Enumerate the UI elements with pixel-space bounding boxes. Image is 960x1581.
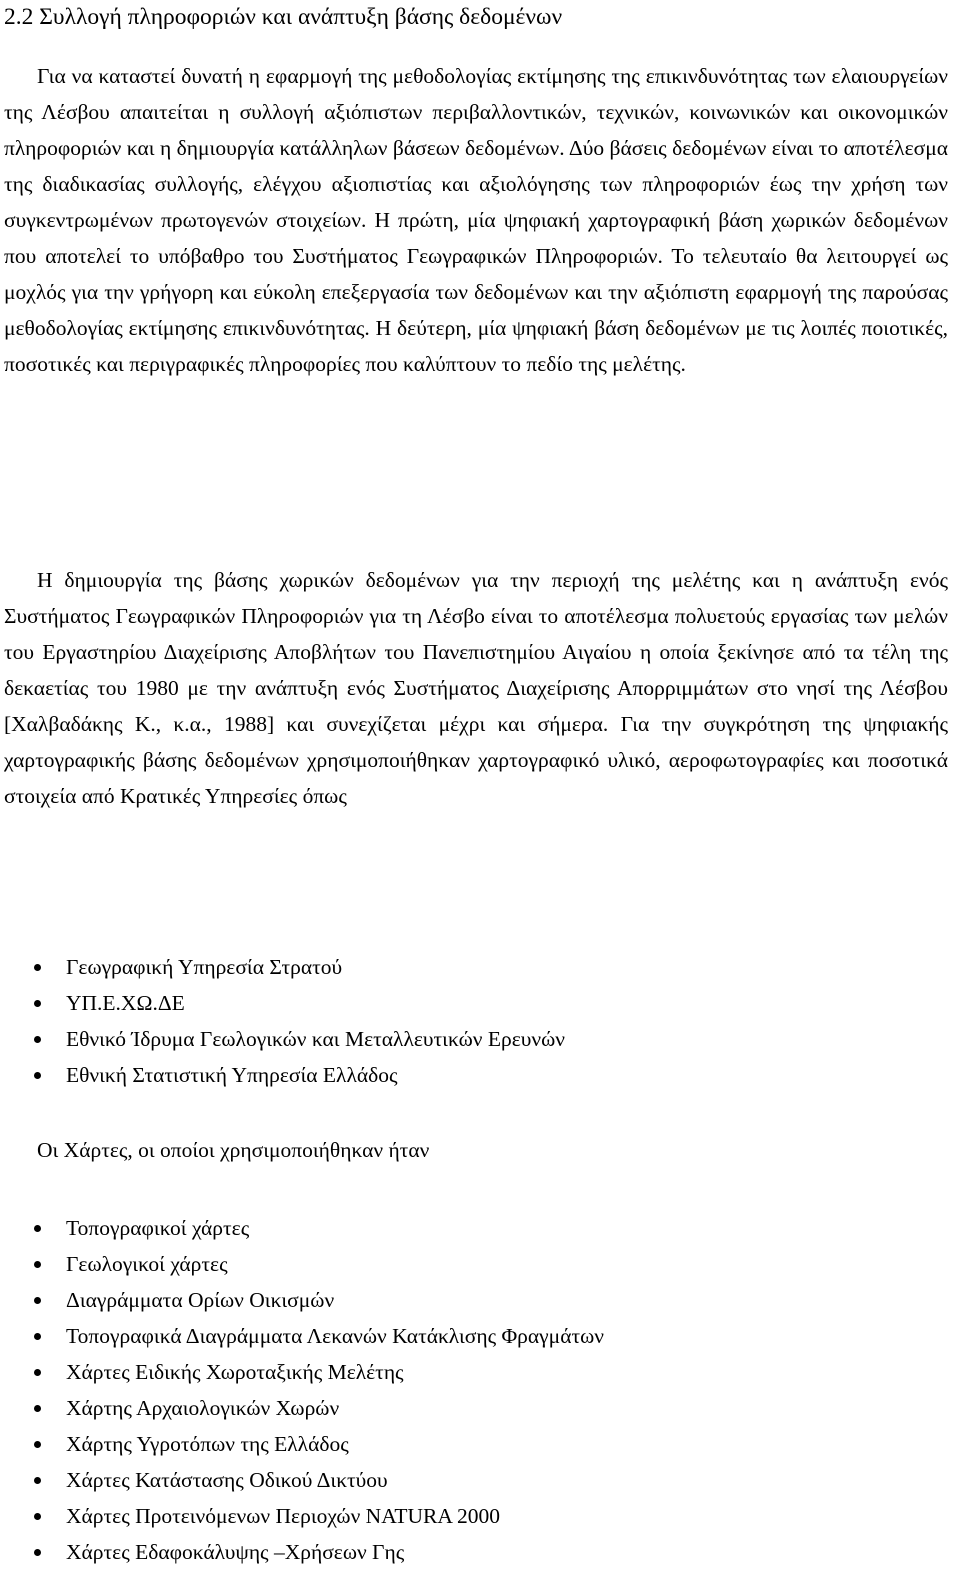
paragraph-gis-development: Η δημιουργία της βάσης χωρικών δεδομένων για την περιοχή της μελέτης και η ανάπτυξη ενός Συστήματος Γεωγραφικών Πληροφοριών για τη Λέσβο είναι το αποτέλεσμα πολυετούς εργασίας των μελών του Εργαστηρίου Διαχείρισης Αποβλήτων του Πανεπιστημίου Αιγαίου η οποία ξεκίνησε από τα τέλη της δεκαετίας του 1980 με την ανάπτυξη ενός Συστήματος Διαχείρισης Απορριμμάτων στο νησί της Λέσβου [Χαλβαδάκης Κ., κ.α., 1988] και συνεχίζεται μέχρι και σήμερα. Για την συγκρότηση της ψηφιακής χαρτογραφικής βάσης δεδομένων χρησιμοποιήθηκαν χαρτογραφικό υλικό, αεροφωτογραφίες και ποσοτικά στοιχεία από Κρατικές Υπηρεσίες όπως	[4, 568, 948, 808]
bullet-icon	[34, 1333, 41, 1340]
list-item	[0, 1246, 940, 1282]
list-item-text: Εθνική Στατιστική Υπηρεσία Ελλάδος	[66, 1063, 398, 1087]
list-item	[0, 1282, 940, 1318]
list-item-text: Γεωλογικοί χάρτες	[66, 1252, 228, 1276]
list-item-text: Τοπογραφικοί χάρτες	[66, 1216, 250, 1240]
list-item	[0, 1498, 940, 1534]
bullet-icon	[34, 1477, 41, 1484]
list-item	[0, 1021, 940, 1057]
bullet-icon	[34, 1369, 41, 1376]
list-item	[0, 1057, 940, 1093]
list-item	[0, 1462, 940, 1498]
maps-list	[0, 1210, 940, 1570]
list-item-text: Χάρτες Προτεινόμενων Περιοχών NATURA 2000	[66, 1504, 501, 1528]
agencies-list	[0, 949, 940, 1093]
list-item-text: Τοπογραφικά Διαγράμματα Λεκανών Κατάκλισης Φραγμάτων	[66, 1324, 604, 1348]
paragraph-databases: Για να καταστεί δυνατή η εφαρμογή της μεθοδολογίας εκτίμησης της επικινδυνότητας των ελαιουργείων της Λέσβου απαιτείται η συλλογή αξιόπιστων περιβαλλοντικών, τεχνικών, κοινωνικών και οικονομικών πληροφοριών και η δημιουργία κατάλληλων βάσεων δεδομένων. Δύο βάσεις δεδομένων είναι το αποτέλεσμα της διαδικασίας συλλογής, ελέγχου αξιοπιστίας και αξιολόγησης των πληροφοριών έως την χρήση των συγκεντρωμένων πρωτογενών στοιχείων. Η πρώτη, μία ψηφιακή χαρτογραφική βάση χωρικών δεδομένων που αποτελεί το υπόβαθρο του Συστήματος Γεωγραφικών Πληροφοριών. Το τελευταίο θα λειτουργεί ως μοχλός για την γρήγορη και εύκολη επεξεργασία των δεδομένων και την αξιόπιστη εφαρμογή της παρούσας μεθοδολογίας εκτίμησης επικινδυνότητας. Η δεύτερη, μία ψηφιακή βάση δεδομένων με τις λοιπές ποιοτικές, ποσοτικές και περιγραφικές πληροφορίες που καλύπτουν το πεδίο της μελέτης.	[4, 64, 948, 376]
bullet-icon	[34, 1297, 41, 1304]
list-item-text: Γεωγραφική Υπηρεσία Στρατού	[66, 955, 343, 979]
list-item-text: ΥΠ.Ε.ΧΩ.ΔΕ	[66, 991, 185, 1015]
section-heading: 2.2 Συλλογή πληροφοριών και ανάπτυξη βάσης δεδομένων	[4, 4, 563, 30]
bullet-icon	[34, 1261, 41, 1268]
list-item-text: Χάρτες Εδαφοκάλυψης –Χρήσεων Γης	[66, 1540, 405, 1564]
bullet-icon	[34, 1225, 41, 1232]
list-item	[0, 1390, 940, 1426]
list-item-text: Εθνικό Ίδρυμα Γεωλογικών και Μεταλλευτικών Ερευνών	[66, 1027, 565, 1051]
list-item	[0, 949, 940, 985]
paragraph-maps-intro: Οι Χάρτες, οι οποίοι χρησιμοποιήθηκαν ήταν	[37, 1138, 430, 1162]
bullet-icon	[34, 1072, 41, 1079]
bullet-icon	[34, 1549, 41, 1556]
bullet-icon	[34, 1441, 41, 1448]
list-item-text: Χάρτης Υγροτόπων της Ελλάδος	[66, 1432, 349, 1456]
list-item	[0, 1318, 940, 1354]
list-item-text: Χάρτης Αρχαιολογικών Χωρών	[66, 1396, 340, 1420]
list-item	[0, 1210, 940, 1246]
bullet-icon	[34, 1513, 41, 1520]
list-item-text: Χάρτες Κατάστασης Οδικού Δικτύου	[66, 1468, 388, 1492]
bullet-icon	[34, 1000, 41, 1007]
bullet-icon	[34, 964, 41, 971]
list-item-text: Διαγράμματα Ορίων Οικισμών	[66, 1288, 335, 1312]
bullet-icon	[34, 1036, 41, 1043]
list-item	[0, 1426, 940, 1462]
list-item	[0, 1534, 940, 1570]
list-item	[0, 1354, 940, 1390]
bullet-icon	[34, 1405, 41, 1412]
list-item	[0, 985, 940, 1021]
list-item-text: Χάρτες Ειδικής Χωροταξικής Μελέτης	[66, 1360, 404, 1384]
